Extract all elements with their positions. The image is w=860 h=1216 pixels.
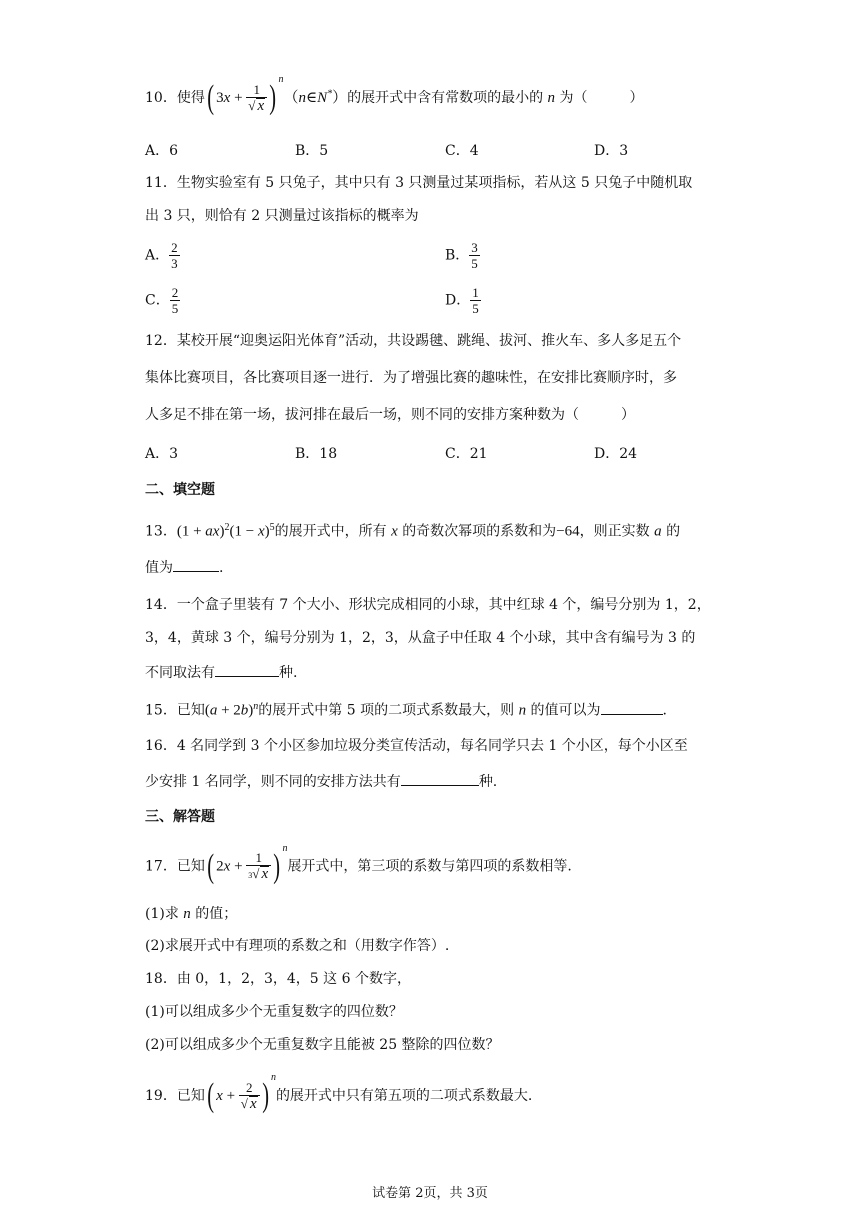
q16-line1: 16．4 名同学到 3 个小区参加垃圾分类宣传活动，每名同学只去 1 个小区，每个小区至 [145,738,688,754]
q13-line2 [145,556,223,578]
math: x [216,1088,223,1104]
math: x [257,523,265,540]
q17-part2: (2)求展开式中有理项的系数之和（用数字作答）. [145,938,450,954]
q13-value: −64 [556,523,580,540]
math: n [183,906,191,922]
fraction-den: 5 [171,301,179,316]
math: + [230,858,247,875]
radicand: x [261,866,269,882]
left-paren: ( [207,847,214,885]
math: (1 − [229,523,258,540]
q16-end: 种. [478,774,498,790]
q13-text: 的展开式中，所有 [274,523,387,540]
fraction [239,1080,260,1112]
fraction-den: √ x [248,98,265,114]
q12-line2: 集体比赛项目，各比赛项目逐一进行．为了增强比赛的趣味性，在安排比赛顺序时，多 [145,370,677,386]
fraction [246,82,267,114]
q11-option-b [445,240,480,271]
q16-line2 [145,770,497,792]
math: ∈ [305,90,318,106]
exponent: 5 [269,522,275,533]
q12-option-c: C．21 [445,446,488,462]
math: 2 [216,858,224,875]
q14-line1: 14．一个盒子里装有 7 个大小、形状完成相同的小球，其中红球 4 个，编号分别为 1，2， [145,597,711,613]
q19-text: 的展开式中只有第五项的二项式系数最大. [275,1088,533,1104]
q18-part2: (2)可以组成多少个无重复数字且能被 25 整除的四位数？ [145,1037,500,1053]
math: n [547,90,556,106]
q15-text: 的展开式中第 5 项的二项式系数最大，则 [258,702,515,719]
math: + 2 [217,702,241,719]
q17-number: 17．已知 [145,858,205,875]
q10-option-d: D．3 [594,143,629,159]
math: b [240,702,249,719]
q10-option-a: A．6 [145,143,179,159]
q15-text: 的值可以为 [530,702,601,719]
q17-part1 [145,904,237,924]
q11-line1: 11．生物实验室有 5 只兔子，其中只有 3 只测量过某项指标，若从这 5 只兔子中随机取 [145,175,693,191]
right-paren: ) [269,79,277,116]
math: ） [332,90,348,106]
q13-line1 [145,518,680,542]
fraction [170,285,181,316]
q12-option-a: A．3 [145,446,179,462]
q14-text: 不同取法有 [145,665,215,681]
math: ( [204,702,210,719]
math: N [317,90,328,106]
q11-line2: 出 3 只，则恰有 2 只测量过该指标的概率为 [145,208,419,224]
fraction [169,240,180,271]
q15-end: . [662,702,667,719]
math: + [230,90,247,106]
q10-option-c: C．4 [445,143,479,159]
q11-option-d [445,285,481,316]
math: 3 [216,90,224,106]
fraction-num: 2 [239,1080,260,1096]
radicand: x [257,98,265,114]
q14-line2: 3，4，黄球 3 个，编号分别为 1，2，3，从盒子中任取 4 个小球，其中含有编号为 3 的 [145,630,696,646]
q11-option-a [145,240,180,271]
page-footer: 试卷第 2页，共 3页 [372,1186,488,1201]
q12-option-d: D．24 [594,446,638,462]
q12-line3: 人多足不排在第一场，拔河排在最后一场，则不同的安排方案种数为（ ） [145,407,635,423]
q18-part1: (1)可以组成多少个无重复数字的四位数？ [145,1004,403,1020]
fraction-den: 5 [472,301,479,316]
option-label: B． [445,247,470,264]
math: (1 + [176,523,206,540]
section-solutions: 三、解答题 [145,809,215,825]
q15-line [145,697,667,721]
q17-stem [145,842,572,885]
fraction-num: 1 [246,850,271,866]
q11-option-c [145,285,180,316]
q18-line1: 18．由 0，1，2，3，4，5 这 6 个数字， [145,971,411,987]
option-label: C． [145,292,170,309]
fraction-den: 3√ x [248,866,269,882]
q10-option-b: B．5 [295,143,329,159]
exponent: * [327,88,333,100]
q10-number: 10．使得 [145,90,205,106]
fraction-num: 1 [472,285,479,300]
option-label: D． [445,292,471,309]
q16-text: 少安排 1 名同学，则不同的安排方法共有 [145,774,401,790]
q13-text: 的奇数次幂项的系数和为 [402,523,557,540]
exponent: n [270,1072,276,1084]
section-fill-in: 二、填空题 [145,482,215,498]
q17-text: 的值； [195,906,238,922]
fraction-num: 2 [171,240,178,255]
answer-blank[interactable] [401,770,479,786]
q10-text: 的展开式中含有常数项的最小的 [347,90,544,106]
fraction-num: 2 [171,285,179,300]
math: ) [264,523,270,540]
right-paren: ) [273,847,281,885]
math: + [222,1088,239,1104]
radicand: x [249,1096,257,1112]
q14-line3 [145,661,297,683]
fraction-den: √ x [240,1096,257,1112]
fraction [469,240,480,271]
q13-number: 13． [145,523,177,540]
option-label: A． [145,247,170,264]
q10-tail: 为（ ） [559,90,644,106]
fraction [246,850,271,883]
answer-blank[interactable] [173,556,219,572]
q15-number: 15．已知 [145,702,205,719]
left-paren: ( [207,79,214,116]
math: ) [248,702,254,719]
math: （ [283,90,299,106]
math: ) [219,523,225,540]
math: a [209,702,218,719]
q13-text: 的 [666,523,681,540]
q12-line1: 12．某校开展“迎奥运阳光体育”活动，共设踢毽、跳绳、拔河、推火车、多人多足五个 [145,333,682,349]
fraction [470,285,481,316]
q14-end: 种. [279,665,298,681]
fraction-den: 5 [471,256,478,271]
q10-stem [145,74,644,116]
math: ax [205,523,220,540]
exponent: n [278,74,284,86]
q13-text: ，则正实数 [579,523,650,540]
exponent: 2 [224,522,230,533]
right-paren: ) [261,1077,269,1114]
answer-blank[interactable] [601,699,663,715]
math: x [223,90,231,106]
q19-stem [145,1072,533,1114]
math: x [391,523,398,540]
math: n [518,702,527,719]
root-index: 3 [248,871,253,880]
q12-option-b: B．18 [295,446,338,462]
math: n [298,90,306,106]
fraction-den: 3 [171,256,178,271]
fraction-num: 3 [471,240,478,255]
answer-blank[interactable] [215,661,279,677]
exponent: n [282,842,288,854]
q19-number: 19．已知 [145,1088,205,1104]
q13-text: 值为 [145,560,173,576]
math: x [223,858,231,875]
fraction-num: 1 [246,82,267,98]
q13-end: . [219,560,224,576]
exponent: n [253,701,259,712]
q17-text: 展开式中，第三项的系数与第四项的系数相等. [287,858,572,875]
math: a [654,523,662,540]
left-paren: ( [207,1077,214,1114]
q17-text: (1)求 [145,906,179,922]
